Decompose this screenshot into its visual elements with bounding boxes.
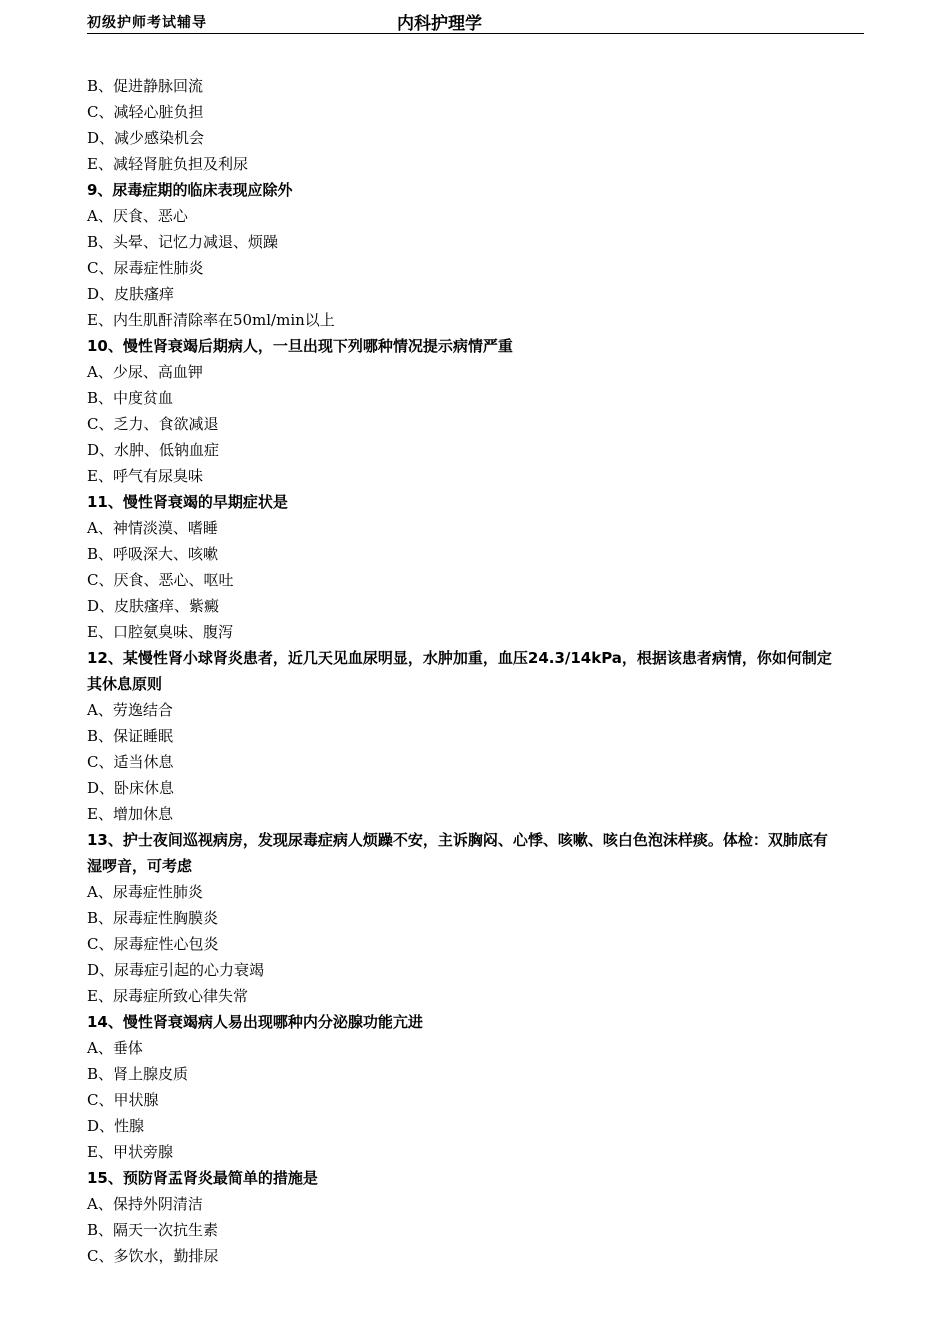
question-list (87, 73, 867, 1269)
header-course-title: 初级护师考试辅导 (87, 15, 207, 31)
question-text: 湿啰音，可考虑 (87, 857, 193, 875)
answer-option: C、尿毒症性心包炎 (87, 935, 219, 953)
answer-option: B、保证睡眠 (87, 727, 174, 745)
answer-option: B、尿毒症性胸膜炎 (87, 909, 219, 927)
question-text: 15、预防肾盂肾炎最简单的措施是 (87, 1169, 318, 1187)
question-text: 9、尿毒症期的临床表现应除外 (87, 181, 293, 199)
header-subject-title: 内科护理学 (397, 14, 482, 34)
answer-option: B、呼吸深大、咳嗽 (87, 545, 219, 563)
answer-option: E、增加休息 (87, 805, 173, 823)
answer-option: E、口腔氨臭味、腹泻 (87, 623, 233, 641)
answer-option: E、尿毒症所致心律失常 (87, 987, 248, 1005)
answer-option: D、卧床休息 (87, 779, 175, 797)
answer-option: E、减轻肾脏负担及利尿 (87, 155, 248, 173)
answer-option: A、尿毒症性肺炎 (87, 883, 203, 901)
answer-option: D、性腺 (87, 1117, 145, 1135)
answer-option: D、减少感染机会 (87, 129, 205, 147)
answer-option: A、保持外阴清洁 (87, 1195, 203, 1213)
answer-option: E、内生肌酐清除率在50ml/min以上 (87, 311, 335, 329)
answer-option: B、促进静脉回流 (87, 77, 204, 95)
page-header (87, 8, 864, 34)
answer-option: C、甲状腺 (87, 1091, 159, 1109)
question-text: 12、某慢性肾小球肾炎患者，近几天见血尿明显，水肿加重，血压24.3/14kPa，根据该患者病情，你如何制定 (87, 649, 832, 667)
answer-option: C、减轻心脏负担 (87, 103, 204, 121)
answer-option: C、厌食、恶心、呕吐 (87, 571, 234, 589)
answer-option: C、乏力、食欲减退 (87, 415, 219, 433)
answer-option: A、垂体 (87, 1039, 143, 1057)
answer-option: B、头晕、记忆力减退、烦躁 (87, 233, 279, 251)
answer-option: D、皮肤瘙痒、紫癜 (87, 597, 220, 615)
answer-option: A、劳逸结合 (87, 701, 173, 719)
question-text: 14、慢性肾衰竭病人易出现哪种内分泌腺功能亢进 (87, 1013, 423, 1031)
answer-option: B、肾上腺皮质 (87, 1065, 189, 1083)
answer-option: D、水肿、低钠血症 (87, 441, 220, 459)
answer-option: B、隔天一次抗生素 (87, 1221, 219, 1239)
answer-option: C、适当休息 (87, 753, 174, 771)
answer-option: E、呼气有尿臭味 (87, 467, 203, 485)
answer-option: E、甲状旁腺 (87, 1143, 173, 1161)
answer-option: D、尿毒症引起的心力衰竭 (87, 961, 265, 979)
answer-option: A、神情淡漠、嗜睡 (87, 519, 218, 537)
question-text: 10、慢性肾衰竭后期病人，一旦出现下列哪种情况提示病情严重 (87, 337, 513, 355)
answer-option: A、少尿、高血钾 (87, 363, 203, 381)
question-text: 其休息原则 (87, 675, 163, 693)
question-text: 11、慢性肾衰竭的早期症状是 (87, 493, 288, 511)
question-text: 13、护士夜间巡视病房，发现尿毒症病人烦躁不安，主诉胸闷、心悸、咳嗽、咳白色泡沫样痰。体检：双肺底有 (87, 831, 828, 849)
answer-option: D、皮肤瘙痒 (87, 285, 175, 303)
answer-option: C、多饮水，勤排尿 (87, 1247, 219, 1265)
answer-option: B、中度贫血 (87, 389, 174, 407)
answer-option: C、尿毒症性肺炎 (87, 259, 204, 277)
answer-option: A、厌食、恶心 (87, 207, 188, 225)
